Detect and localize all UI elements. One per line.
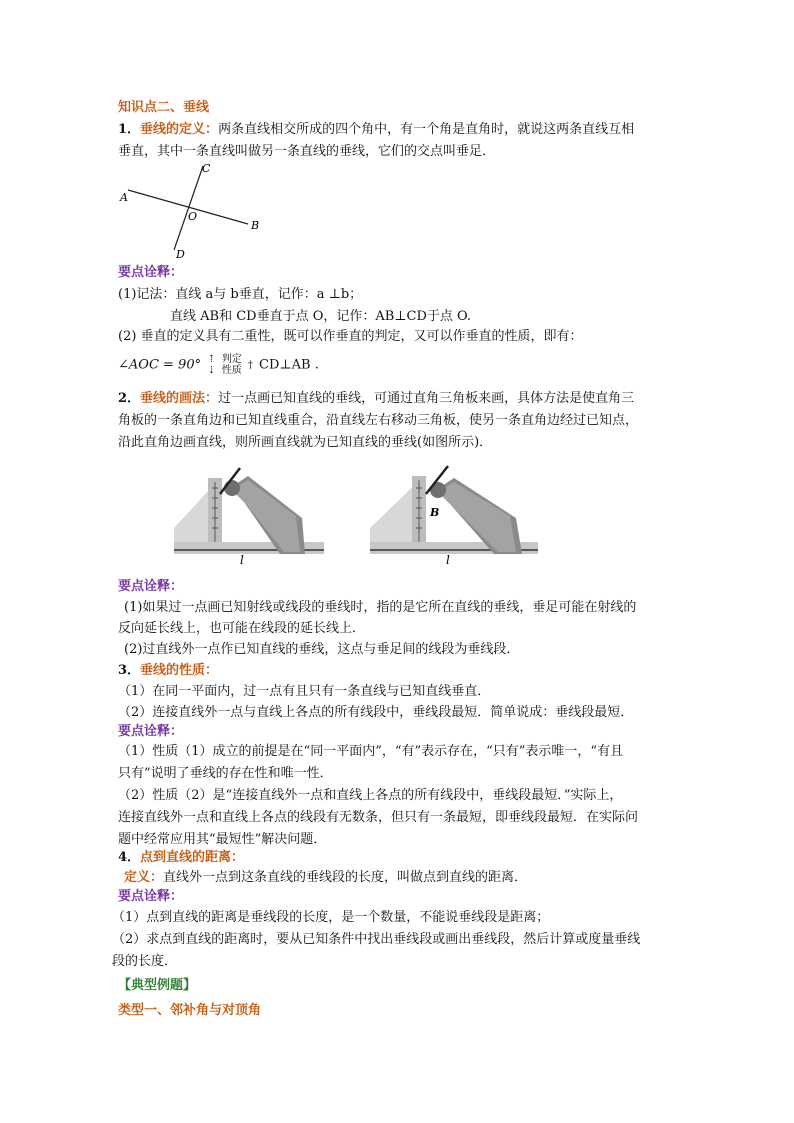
p2-line3: 沿此直角边画直线，则所画直线就为已知直线的垂线(如图所示)． [118, 435, 493, 450]
ruler-drawing-photo-left [170, 458, 330, 568]
note4-line2: （2）求点到直线的距离时，要从已知条件中找出垂线段或画出垂线段，然后计算或度量垂线 [112, 932, 641, 947]
label-d: D [176, 248, 185, 260]
note3-line1: （1）性质（1）成立的前提是在“同一平面内”，“有”表示存在，“只有”表示唯一，“有且 [118, 744, 624, 759]
p2-heading: 垂线的画法： [140, 391, 219, 406]
note2-heading: 要点诠释： [118, 579, 184, 594]
note1-line3: (2) 垂直的定义具有二重性，既可以作垂直的判定，又可以作垂直的性质，即有： [118, 329, 583, 344]
formula-bottom: 性质 [221, 365, 242, 376]
note3-line4: 连接直线外一点和直线上各点的线段有无数条，但只有一条最短，即垂线段最短．在实际问 [118, 810, 639, 825]
note4-line1: （1）点到直线的距离是垂线段的长度，是一个数量，不能说垂线段是距离； [112, 910, 550, 925]
p1-line2: 垂直，其中一条直线叫做另一条直线的垂线，它们的交点叫垂足． [118, 144, 496, 159]
p4-def [124, 869, 527, 887]
p1-heading: 垂线的定义： [140, 122, 219, 137]
p4-def-text: 直线外一点到这条直线的垂线段的长度，叫做点到直线的距离． [163, 870, 528, 885]
p3-num: 3． [118, 663, 141, 678]
p2-line2: 角板的一条直角边和已知直线重合，沿直线左右移动三角板，使另一条直角边经过已知点， [118, 413, 639, 428]
note3-line3: （2）性质（2）是“连接直线外一点和直线上各点的所有线段中，垂线段最短．”实际上， [118, 788, 623, 803]
p3-line2: （2）连接直线外一点与直线上各点的所有线段中，垂线段最短．简单说成：垂线段最短． [118, 705, 634, 720]
note4-line3: 段的长度． [112, 954, 178, 969]
p4-def-label: 定义： [124, 870, 164, 885]
p1-line1 [118, 121, 634, 139]
note1-formula [118, 354, 319, 376]
note1-line1: (1)记法：直线 a与 b垂直，记作：a ⊥b； [118, 287, 363, 302]
note1-heading: 要点诠释： [118, 265, 184, 280]
p4-line0 [118, 849, 244, 867]
line-cd [174, 166, 203, 250]
type1-title: 类型一、邻补角与对顶角 [118, 1003, 262, 1018]
p2-line1 [118, 390, 634, 408]
p2-text1: 过一点画已知直线的垂线，可通过直角三角板来画，具体方法是使直角三 [218, 391, 635, 406]
note3-line5: 题中经常应用其“最短性”解决问题． [118, 832, 327, 847]
p1-text1: 两条直线相交所成的四个角中，有一个角是直角时，就说这两条直线互相 [218, 122, 635, 137]
note3-line2: 只有”说明了垂线的存在性和唯一性． [118, 766, 333, 781]
note2-line2: 反向延长线上，也可能在线段的延长线上． [118, 621, 366, 636]
right-photo-point-label: B [430, 506, 440, 519]
label-a: A [120, 191, 128, 204]
label-c: C [202, 162, 211, 175]
p3-heading: 垂线的性质： [140, 663, 219, 678]
note1-line2: 直线 AB和 CD垂直于点 O，记作：AB⊥CD于点 O. [170, 309, 472, 324]
perpendicular-lines-figure [116, 160, 266, 260]
section-title: 知识点二、垂线 [118, 100, 210, 115]
note4-heading: 要点诠释： [118, 889, 184, 904]
examples-title: 【典型例题】 [118, 978, 197, 993]
p3-line0 [118, 662, 218, 680]
left-photo-line-label: l [240, 553, 244, 567]
label-o: O [188, 210, 198, 223]
note3-heading: 要点诠释： [118, 724, 184, 739]
p3-line1: （1）在同一平面内，过一点有且只有一条直线与已知直线垂直． [118, 684, 491, 699]
note2-line3: (2)过直线外一点作已知直线的垂线，这点与垂足间的线段为垂线段． [124, 642, 520, 657]
formula-right: CD⊥AB . [259, 357, 319, 373]
p1-num: 1． [118, 122, 141, 137]
label-b: B [251, 219, 260, 232]
p2-num: 2． [118, 391, 141, 406]
formula-top: 判定 [221, 354, 242, 365]
arrow-up-icon: † [247, 359, 253, 371]
formula-stack [222, 354, 242, 376]
arrow-down-icon: ⇡ ⇣ [207, 354, 216, 376]
note2-line1: (1)如果过一点画已知射线或线段的垂线时，指的是它所在直线的垂线，垂足可能在射线的 [124, 600, 637, 615]
p4-num: 4． [118, 850, 141, 865]
right-photo-line-label: l [446, 553, 450, 567]
formula-left: ∠AOC = 90° [118, 357, 202, 373]
ruler-drawing-photo-right [366, 458, 542, 568]
p4-heading: 点到直线的距离： [140, 850, 245, 865]
